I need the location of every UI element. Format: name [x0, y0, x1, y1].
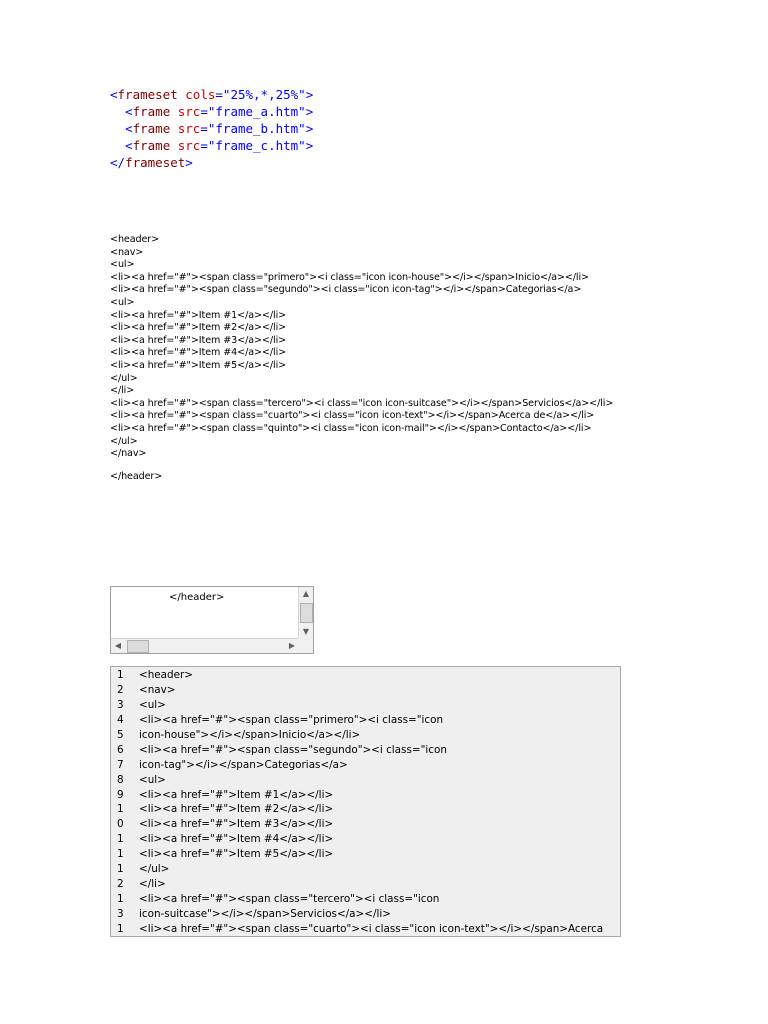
code-text: <li><a href="#">Item #5</a></li> — [139, 848, 334, 861]
listing-line: <li><a href="#"><span class="quinto"><i class="icon icon-mail"></i></span>Contacto</a></li> — [110, 422, 592, 434]
html-listing — [110, 234, 613, 483]
code-row — [111, 832, 620, 847]
line-number: 8 — [117, 773, 124, 786]
scroll-left-icon[interactable]: ◀ — [111, 639, 125, 653]
code-token: "25%,*,25%" — [222, 87, 306, 102]
numbered-code-box[interactable] — [110, 666, 621, 937]
code-token: cols — [177, 87, 216, 102]
code-text: <li><a href="#">Item #4</a></li> — [139, 833, 334, 846]
code-token: frame — [132, 121, 171, 136]
code-token: = — [200, 138, 208, 153]
code-row — [111, 742, 620, 757]
listing-line: <li><a href="#"><span class="tercero"><i class="icon icon-suitcase"></i></span>Servicios</a></li> — [110, 397, 614, 409]
code-text: <li><a href="#">Item #1</a></li> — [139, 788, 334, 801]
code-text: <nav> — [139, 684, 176, 697]
listing-line: <header> — [110, 234, 160, 245]
listing-line: <li><a href="#">Item #4</a></li> — [110, 347, 287, 359]
horizontal-scrollbar[interactable] — [111, 638, 299, 653]
code-text: </ul> — [139, 863, 170, 876]
code-row — [111, 713, 620, 728]
line-number: 6 — [117, 743, 124, 756]
listing-line: </li> — [110, 385, 135, 397]
code-token: = — [215, 87, 223, 102]
horizontal-scroll-thumb[interactable] — [127, 640, 149, 653]
code-text: <li><a href="#">Item #3</a></li> — [139, 818, 334, 831]
code-token: src — [170, 104, 201, 119]
code-text: </li> — [139, 877, 166, 890]
code-token: "frame_b.htm" — [207, 121, 306, 136]
scroll-up-icon[interactable]: ▲ — [299, 587, 313, 601]
code-token: < — [125, 121, 133, 136]
frameset-code-block — [110, 86, 313, 171]
line-number: 4 — [117, 714, 124, 727]
code-token: src — [170, 138, 201, 153]
line-number: 7 — [117, 758, 124, 771]
line-number: 1 — [117, 669, 124, 682]
code-row — [111, 906, 620, 921]
numbered-code-rows — [111, 668, 620, 936]
frameset-code-line — [110, 120, 313, 137]
code-token: frameset — [125, 155, 186, 170]
listing-line: <li><a href="#"><span class="segundo"><i class="icon icon-tag"></i></span>Categorias</a> — [110, 284, 582, 296]
code-text: <li><a href="#"><span class="segundo"><i class="icon — [139, 743, 447, 756]
code-row — [111, 772, 620, 787]
scroll-right-icon[interactable]: ▶ — [285, 639, 299, 653]
frameset-code-line — [110, 154, 313, 171]
line-number: 2 — [117, 684, 124, 697]
code-token: > — [185, 155, 193, 170]
code-token: src — [170, 121, 201, 136]
frameset-code-line — [110, 103, 313, 120]
code-text: icon-tag"></i></span>Categorias</a> — [139, 758, 348, 771]
line-number: 2 — [117, 877, 124, 890]
listing-line: </header> — [110, 470, 163, 482]
code-token: frame — [132, 138, 171, 153]
line-number: 1 — [117, 848, 124, 861]
code-indent — [110, 138, 125, 153]
code-row — [111, 728, 620, 743]
code-token: = — [200, 104, 208, 119]
code-text: <li><a href="#"><span class="primero"><i class="icon — [139, 714, 444, 727]
line-number: 3 — [117, 907, 124, 920]
code-token: > — [305, 121, 314, 136]
code-row — [111, 787, 620, 802]
frameset-code-line — [110, 86, 313, 103]
code-indent — [110, 104, 125, 119]
scroll-down-icon[interactable]: ▼ — [299, 625, 313, 639]
code-row — [111, 817, 620, 832]
listing-line: <li><a href="#">Item #2</a></li> — [110, 322, 287, 334]
listing-line: <ul> — [110, 296, 135, 308]
code-token: > — [305, 138, 314, 153]
listing-line: </ul> — [110, 372, 138, 384]
listing-line: <ul> — [110, 259, 135, 271]
code-token: = — [200, 121, 208, 136]
code-token: > — [305, 87, 314, 102]
line-number: 0 — [117, 818, 124, 831]
scrollbox-text: </header> — [169, 592, 225, 603]
listing-line — [110, 461, 613, 471]
code-row — [111, 757, 620, 772]
listing-line: </nav> — [110, 448, 147, 460]
line-number: 9 — [117, 788, 124, 801]
code-row — [111, 876, 620, 891]
code-token: > — [305, 104, 314, 119]
code-token: < — [110, 87, 118, 102]
code-text: <header> — [139, 669, 194, 682]
code-text: <ul> — [139, 773, 166, 786]
code-row — [111, 668, 620, 683]
line-number: 1 — [117, 833, 124, 846]
scroll-textbox[interactable] — [110, 586, 314, 654]
listing-line: <nav> — [110, 246, 144, 258]
code-text: <ul> — [139, 699, 166, 712]
line-number: 1 — [117, 892, 124, 905]
code-token: </ — [110, 155, 126, 170]
code-text: <li><a href="#"><span class="tercero"><i class="icon — [139, 892, 440, 905]
line-number: 1 — [117, 863, 124, 876]
code-text: icon-suitcase"></i></span>Servicios</a></li> — [139, 907, 391, 920]
listing-line: <li><a href="#">Item #5</a></li> — [110, 359, 287, 371]
line-number: 1 — [117, 803, 124, 816]
frameset-code-line — [110, 137, 313, 154]
code-token: < — [125, 138, 133, 153]
code-row — [111, 683, 620, 698]
scrollbar-corner — [298, 638, 313, 653]
code-text: icon-house"></i></span>Inicio</a></li> — [139, 729, 361, 741]
line-number: 5 — [117, 729, 124, 741]
listing-line: <li><a href="#"><span class="primero"><i class="icon icon-house"></i></span>Inicio</a></li> — [110, 271, 589, 283]
code-row — [111, 921, 620, 936]
code-token: < — [125, 104, 133, 119]
code-token: "frame_c.htm" — [207, 138, 306, 153]
listing-line: <li><a href="#"><span class="cuarto"><i class="icon icon-text"></i></span>Acerca de</a></li> — [110, 410, 595, 422]
code-row — [111, 802, 620, 817]
code-row — [111, 891, 620, 906]
code-token: "frame_a.htm" — [207, 104, 306, 119]
listing-line: <li><a href="#">Item #3</a></li> — [110, 334, 287, 346]
line-number: 3 — [117, 699, 124, 712]
code-row — [111, 698, 620, 713]
line-number: 1 — [117, 922, 124, 935]
code-row — [111, 847, 620, 862]
code-token: frameset — [117, 87, 178, 102]
code-token: frame — [132, 104, 171, 119]
listing-line: </ul> — [110, 435, 138, 447]
vertical-scrollbar[interactable] — [298, 587, 313, 639]
code-text: <li><a href="#">Item #2</a></li> — [139, 803, 334, 816]
code-text: <li><a href="#"><span class="cuarto"><i class="icon icon-text"></i></span>Acerca — [139, 922, 604, 935]
code-indent — [110, 121, 125, 136]
listing-line: <li><a href="#">Item #1</a></li> — [110, 309, 287, 321]
code-row — [111, 862, 620, 877]
vertical-scroll-thumb[interactable] — [300, 603, 313, 623]
